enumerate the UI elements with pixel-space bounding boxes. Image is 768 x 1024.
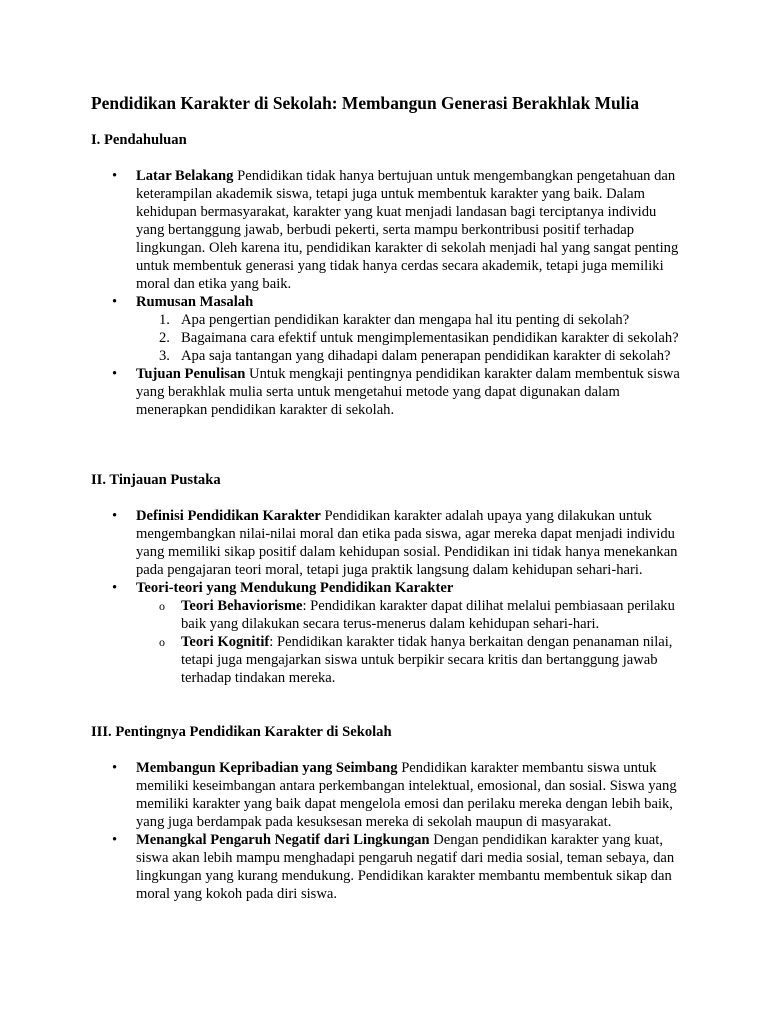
bullet-list-pendahuluan	[136, 167, 681, 419]
numbered-item	[159, 311, 681, 329]
item-text: Apa pengertian pendidikan karakter dan mengapa hal itu penting di sekolah?	[181, 312, 630, 328]
bullet-label: Teori-teori yang Mendukung Pendidikan Karakter	[136, 580, 454, 596]
numbered-list	[159, 311, 681, 365]
bullet-item-menangkal	[136, 831, 681, 903]
item-number: 3.	[159, 348, 170, 364]
bullet-text: Pendidikan karakter adalah upaya yang dilakukan untuk mengembangkan nilai-nilai moral dan etika pada siswa, agar mereka dapat menjadi individu yang memiliki sikap positif dalam kehidupan sosial. Pendidikan ini tidak hanya menekankan pada pengajaran teori moral, tetapi juga praktik langsung dalam kehidupan sehari-hari.	[136, 508, 678, 578]
item-text: : Pendidikan karakter tidak hanya berkaitan dengan penanaman nilai, tetapi juga mengajarkan siswa untuk berpikir secara kritis dan bertanggung jawab terhadap tindakan mereka.	[181, 634, 673, 686]
sub-bullet-item-kognitif	[159, 633, 681, 687]
bullet-label: Menangkal Pengaruh Negatif dari Lingkungan	[136, 832, 430, 848]
bullet-text: Untuk mengkaji pentingnya pendidikan karakter dalam membentuk siswa yang berakhlak mulia serta untuk mengetahui metode yang dapat digunakan dalam menerapkan pendidikan karakter di sekolah.	[136, 366, 680, 418]
bullet-item-rumusan-masalah	[136, 293, 681, 365]
bullet-label: Tujuan Penulisan	[136, 366, 246, 382]
bullet-list-tinjauan-pustaka	[136, 507, 681, 687]
bullet-item-tujuan-penulisan	[136, 365, 681, 419]
sub-bullet-item-behaviorisme	[159, 597, 681, 633]
numbered-item	[159, 347, 681, 365]
item-text: Apa saja tantangan yang dihadapi dalam penerapan pendidikan karakter di sekolah?	[181, 348, 671, 364]
bullet-item-definisi	[136, 507, 681, 579]
item-text: Bagaimana cara efektif untuk mengimplementasikan pendidikan karakter di sekolah?	[181, 330, 679, 346]
bullet-item-latar-belakang	[136, 167, 681, 293]
item-number: 2.	[159, 330, 170, 346]
item-text: : Pendidikan karakter dapat dilihat melalui pembiasaan perilaku baik yang dilakukan secara terus-menerus dalam kehidupan sehari-hari.	[181, 598, 675, 632]
sub-bullet-list	[159, 597, 681, 687]
document-title: Pendidikan Karakter di Sekolah: Membangun Generasi Berakhlak Mulia	[91, 93, 640, 113]
item-label: Teori Behaviorisme	[181, 598, 303, 614]
bullet-list-pentingnya	[136, 759, 681, 903]
section-heading-pentingnya: III. Pentingnya Pendidikan Karakter di Sekolah	[91, 724, 392, 740]
bullet-label: Rumusan Masalah	[136, 294, 254, 310]
bullet-text: Dengan pendidikan karakter yang kuat, siswa akan lebih mampu menghadapi pengaruh negatif dari media sosial, teman sebaya, dan lingkungan yang kurang mendukung. Pendidikan karakter membantu membentuk sikap dan moral yang kokoh pada diri siswa.	[136, 832, 675, 902]
item-label: Teori Kognitif	[181, 634, 270, 650]
bullet-text: Pendidikan karakter membantu siswa untuk memiliki keseimbangan antara perkembangan intelektual, emosional, dan sosial. Siswa yang memiliki karakter yang baik dapat mengelola emosi dan perilaku mereka dengan lebih baik, yang juga berdampak pada kesuksesan mereka di sekolah maupun di masyarakat.	[136, 760, 677, 830]
bullet-label: Latar Belakang	[136, 168, 234, 184]
numbered-item	[159, 329, 681, 347]
section-heading-pendahuluan: I. Pendahuluan	[91, 132, 187, 148]
circle-bullet-icon: o	[159, 635, 165, 649]
circle-bullet-icon: o	[159, 599, 165, 613]
section-heading-tinjauan-pustaka: II. Tinjauan Pustaka	[91, 472, 221, 488]
bullet-label: Membangun Kepribadian yang Seimbang	[136, 760, 398, 776]
bullet-item-teori	[136, 579, 681, 687]
bullet-text: Pendidikan tidak hanya bertujuan untuk mengembangkan pengetahuan dan keterampilan akademik siswa, tetapi juga untuk membentuk karakter yang baik. Dalam kehidupan bermasyarakat, karakter yang kuat menjadi landasan bagi terciptanya individu yang bertanggung jawab, berbudi pekerti, serta mampu berkontribusi positif terhadap lingkungan. Oleh karena itu, pendidikan karakter di sekolah menjadi hal yang sangat penting untuk membentuk generasi yang tidak hanya cerdas secara akademik, tetapi juga memiliki moral dan etika yang baik.	[136, 168, 679, 292]
bullet-label: Definisi Pendidikan Karakter	[136, 508, 321, 524]
item-number: 1.	[159, 312, 170, 328]
bullet-item-kepribadian	[136, 759, 681, 831]
